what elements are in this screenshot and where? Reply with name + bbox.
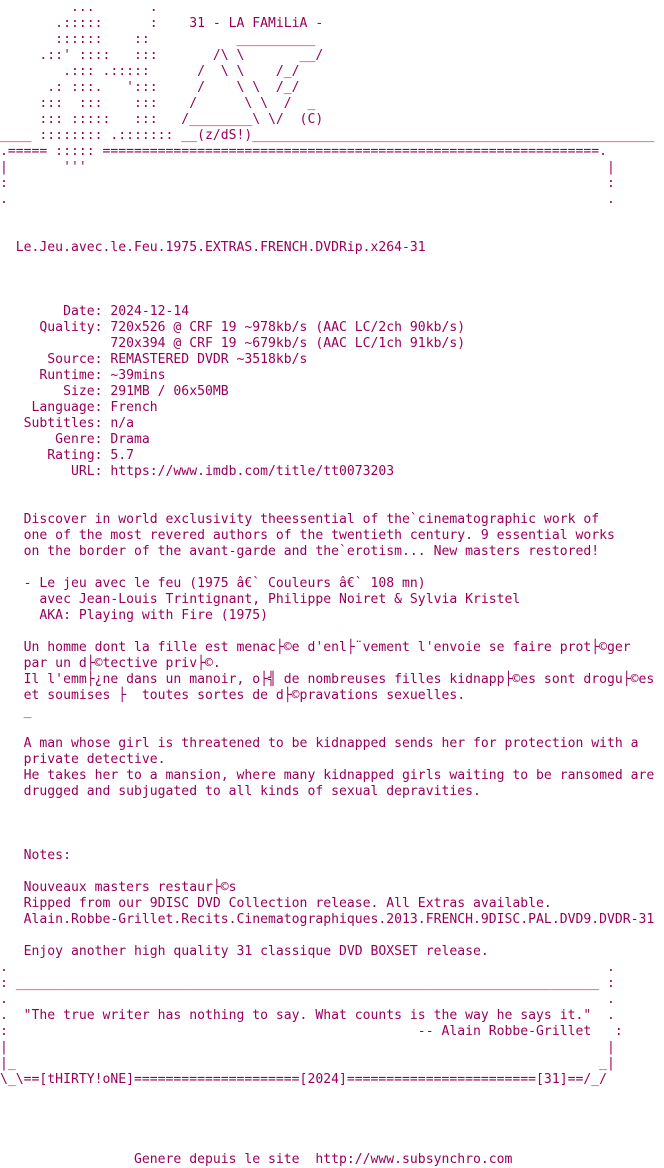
notes-heading: Notes:: [0, 848, 71, 863]
header-art-line: ::: ::::: ::: /________\ \/ (C): [0, 112, 324, 127]
notes-line: Alain.Robbe-Grillet.Recits.Cinematographiques.2013.FRENCH.9DISC.PAL.DVD9.DVDR-31: [0, 912, 655, 927]
description-line: on the border of the avant-garde and the`erotism... New masters restored!: [0, 544, 600, 559]
header-art-line: | ''' |: [0, 160, 615, 175]
info-subtitles: Subtitles: n/a: [0, 416, 135, 431]
header-art-line: ____ :::::::: .::::::: __(z/dS!)___________________________________________________: [0, 128, 655, 143]
description-block: [0, 512, 664, 560]
notes-line: Nouveaux masters restaur├©s: [0, 880, 237, 895]
spacer: [0, 272, 664, 288]
synopsis-fr-line: Un homme dont la fille est menac├©e d'enl├¨vement l'envoie se faire prot├©ger: [0, 640, 631, 655]
header-art-line: .::::: : 31 - LA FAMiLiA -: [0, 16, 324, 31]
spacer: [0, 256, 664, 272]
info-language: Language: French: [0, 400, 158, 415]
footer-quote-line: . "The true writer has nothing to say. What counts is the way he says it." .: [0, 1008, 615, 1023]
footer-art-line: | |: [0, 1040, 615, 1055]
footer-banner-line: \_\==[tHIRTY!oNE]=====================[2024]========================[31]==/_/: [0, 1072, 607, 1087]
spacer: [0, 480, 664, 496]
synopsis-en-line: A man whose girl is threatened to be kidnapped sends her for protection with a: [0, 736, 639, 751]
synopsis-fr-line: par un d├©tective priv├©.: [0, 656, 221, 671]
info-source: Source: REMASTERED DVDR ~3518kb/s: [0, 352, 308, 367]
info-runtime: Runtime: ~39mins: [0, 368, 166, 383]
footer-art-line: . .: [0, 992, 615, 1007]
generated-by-line: Genere depuis le site http://www.subsynchro.com: [0, 1152, 513, 1167]
synopsis-french-block: [0, 640, 664, 720]
spacer: [0, 1088, 664, 1104]
info-quality: Quality: 720x526 @ CRF 19 ~978kb/s (AAC LC/2ch 90kb/s): [0, 320, 466, 335]
description-line: Discover in world exclusivity theessential of the`cinematographic work of: [0, 512, 600, 527]
film-entry-block: [0, 576, 664, 624]
spacer: [0, 208, 664, 224]
synopsis-fr-line: Il l'emm├¿ne dans un manoir, o├╣ de nombreuses filles kidnapp├©es sont drogu├©es: [0, 672, 655, 687]
spacer: [0, 224, 664, 240]
notes-line: Ripped from our 9DISC DVD Collection release. All Extras available.: [0, 896, 552, 911]
header-art-line: .: :::. '::: / \ \ /_/: [0, 80, 300, 95]
film-cast-line: avec Jean-Louis Trintignant, Philippe Noiret & Sylvia Kristel: [0, 592, 521, 607]
footer-ascii-art: [0, 960, 664, 1088]
spacer: [0, 800, 664, 816]
synopsis-en-line: private detective.: [0, 752, 166, 767]
header-art-line: :::::: :: __________: [0, 32, 316, 47]
header-art-line: .::: .::::: / \ \ /_/: [0, 64, 300, 79]
header-art-line: .===== ::::: ===============================================================.: [0, 144, 607, 159]
spacer: [0, 288, 664, 304]
spacer: [0, 496, 664, 512]
info-size: Size: 291MB / 06x50MB: [0, 384, 229, 399]
spacer: [0, 1104, 664, 1120]
header-ascii-art: [0, 0, 664, 208]
info-date: Date: 2024-12-14: [0, 304, 190, 319]
enjoy-line: Enjoy another high quality 31 classique DVD BOXSET release.: [0, 944, 489, 959]
synopsis-en-line: He takes her to a mansion, where many kidnapped girls waiting to be ransomed are: [0, 768, 655, 783]
header-art-line: .::' :::: ::: /\ \ __/: [0, 48, 324, 63]
header-art-line: : :: [0, 176, 615, 191]
footer-art-line: : __________________________________________________________________________ :: [0, 976, 615, 991]
header-art-line: ::: ::: ::: / \ \ / _: [0, 96, 316, 111]
info-rating: Rating: 5.7: [0, 448, 135, 463]
film-title-line: - Le jeu avec le feu (1975 â€` Couleurs â€` 108 mn): [0, 576, 426, 591]
notes-block: [0, 880, 664, 928]
spacer: [0, 1136, 664, 1152]
film-aka-line: AKA: Playing with Fire (1975): [0, 608, 269, 623]
footer-quote-author-line: : -- Alain Robbe-Grillet :: [0, 1024, 623, 1039]
spacer: [0, 928, 664, 944]
spacer: [0, 816, 664, 832]
synopsis-english-block: [0, 736, 664, 800]
header-art-line: ... .: [0, 0, 158, 15]
release-info-block: [0, 304, 664, 480]
synopsis-fr-line: et soumises ├ toutes sortes de d├©pravations sexuelles.: [0, 688, 466, 703]
info-url: URL: https://www.imdb.com/title/tt0073203: [0, 464, 395, 479]
spacer: [0, 864, 664, 880]
spacer: [0, 1120, 664, 1136]
info-quality-alt: 720x394 @ CRF 19 ~679kb/s (AAC LC/1ch 91kb/s): [0, 336, 466, 351]
spacer: [0, 624, 664, 640]
header-art-line: . .: [0, 192, 615, 207]
footer-art-line: |_ _|: [0, 1056, 615, 1071]
release-name: Le.Jeu.avec.le.Feu.1975.EXTRAS.FRENCH.DVDRip.x264-31: [0, 240, 426, 255]
info-genre: Genre: Drama: [0, 432, 150, 447]
spacer: [0, 832, 664, 848]
synopsis-fr-line: _: [0, 704, 32, 719]
description-line: one of the most revered authors of the twentieth century. 9 essential works: [0, 528, 615, 543]
spacer: [0, 720, 664, 736]
spacer: [0, 560, 664, 576]
synopsis-en-line: drugged and subjugated to all kinds of sexual depravities.: [0, 784, 481, 799]
footer-art-line: . .: [0, 960, 615, 975]
